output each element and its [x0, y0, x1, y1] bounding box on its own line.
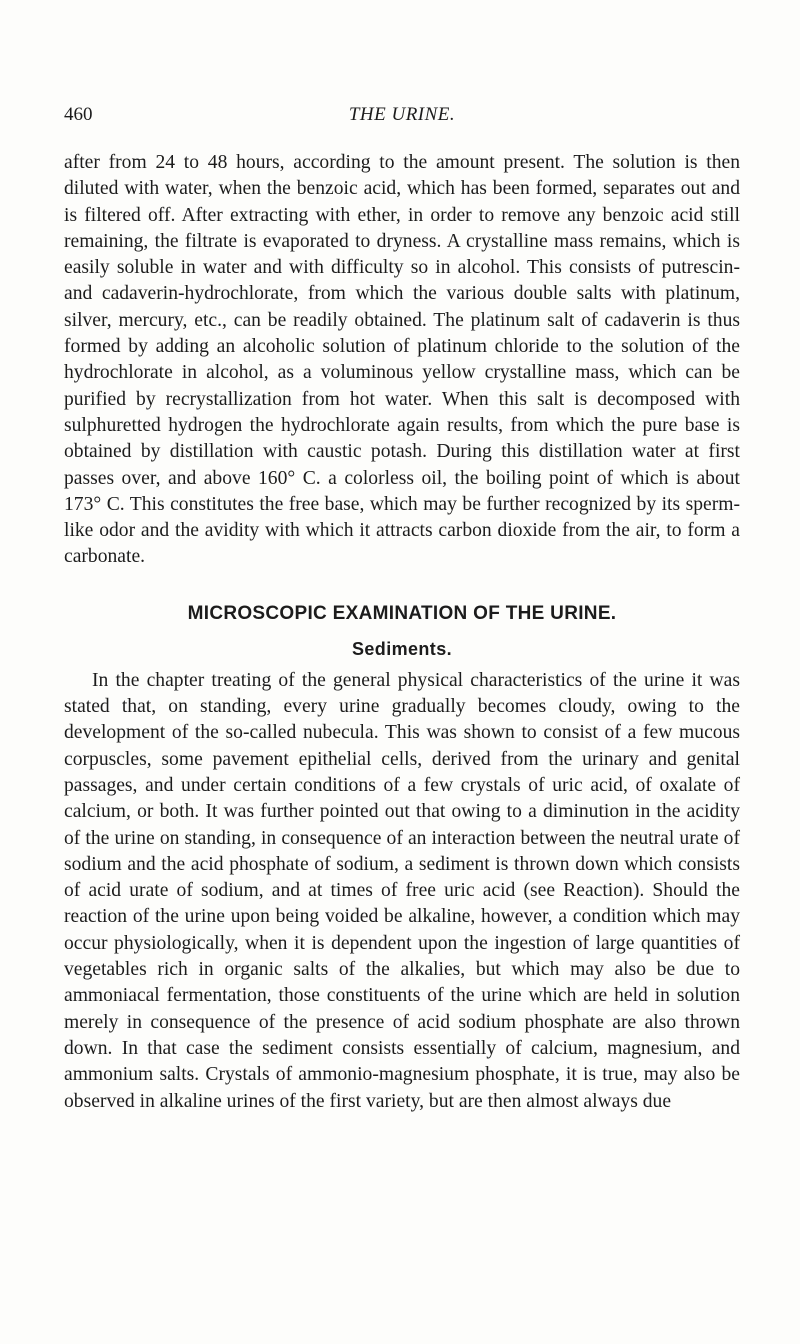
paragraph-continuation: after from 24 to 48 hours, according to the amount present. The solution is then diluted with water, when the benzoic acid, which has been formed, separates out and is filtered off. After extracting with ether, in order to remove any benzoic acid still remaining, the filtrate is evaporated to dryness. A crystalline mass remains, which is easily soluble in water and with difficulty so in alcohol. This consists of putrescin- and cadaverin-hydrochlorate, from which the various double salts with platinum, silver, mercury, etc., can be readily obtained. The platinum salt of cadaverin is thus formed by adding an alcoholic solution of platinum chloride to the solution of the hydrochlorate in alcohol, as a voluminous yellow crystalline mass, which can be purified by recrystallization from hot water. When this salt is decomposed with sulphuretted hydrogen the hydrochlorate again results, from which the pure base is obtained by distillation with caustic potash. During this distillation water at first passes over, and above 160° C. a colorless oil, the boiling point of which is about 173° C. This constitutes the free base, which may be further recognized by its sperm-like odor and the avidity with which it attracts carbon dioxide from the air, to form a carbonate.: [64, 152, 740, 568]
running-title: THE URINE.: [348, 104, 456, 125]
page-number: 460: [64, 104, 93, 125]
running-head: [64, 104, 740, 138]
section-heading: MICROSCOPIC EXAMINATION OF THE URINE.: [187, 602, 617, 624]
paragraph-sediments: In the chapter treating of the general physical characteristics of the urine it was stated that, on standing, every urine gradually becomes cloudy, owing to the development of the so-called nubecula. This was shown to consist of a few mucous corpuscles, some pavement epithelial cells, derived from the urinary and genital passages, and under certain conditions of a few crystals of uric acid, of oxalate of calcium, or both. It was further pointed out that owing to a diminution in the acidity of the urine on standing, in consequence of an interaction between the neutral urate of sodium and the acid phosphate of sodium, a sediment is thrown down which consists of acid urate of sodium, and at times of free uric acid (see Reaction). Should the reaction of the urine upon being voided be alkaline, however, a condition which may occur physiologically, when it is dependent upon the ingestion of large quantities of vegetables rich in organic salts of the alkalies, but which may also be due to ammoniacal fermentation, those constituents of the urine which are held in solution merely in consequence of the presence of acid sodium phosphate are also thrown down. In that case the sediment consists essentially of calcium, magnesium, and ammonium salts. Crystals of ammonio-magnesium phosphate, it is true, may also be observed in alkaline urines of the first variety, but are then almost always due: [64, 669, 740, 1112]
body-text: [64, 150, 740, 1115]
sub-heading: Sediments.: [351, 638, 453, 659]
book-page: [64, 104, 740, 1115]
